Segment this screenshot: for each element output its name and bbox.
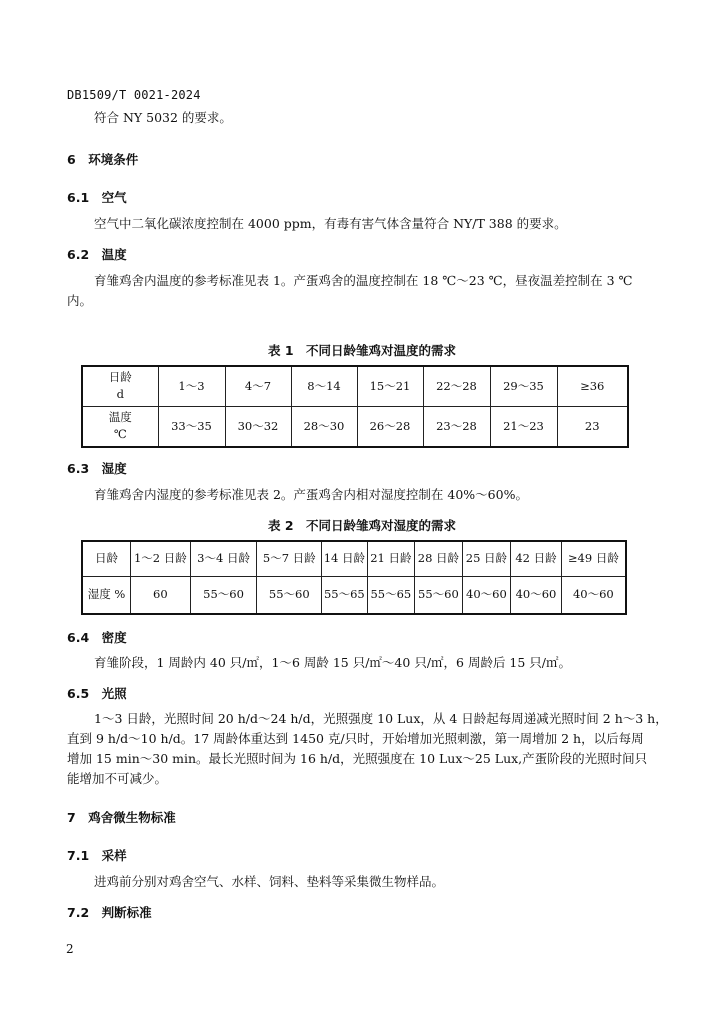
table-cell: 55～65 <box>367 576 415 614</box>
table-cell: 25 日龄 <box>462 541 511 576</box>
table-cell: 29～35 <box>490 366 557 406</box>
section-6-5-text-line4: 能增加不可减少。 <box>67 771 168 786</box>
row-header-unit: d <box>116 387 124 402</box>
row-header-label: 日龄 <box>108 370 132 385</box>
section-6-4-heading: 6.4 密度 <box>67 630 127 645</box>
section-6-5-text-line2: 直到 9 h/d～10 h/d。17 周龄体重达到 1450 克/只时，开始增加光照刺激，第一周增加 2 h，以后每周 <box>67 731 644 746</box>
table-2 <box>81 540 627 615</box>
table-1-caption: 表 1 不同日龄雏鸡对温度的需求 <box>267 343 457 358</box>
section-7-1-heading: 7.1 采样 <box>67 848 127 863</box>
section-6-1-heading: 6.1 空气 <box>67 190 127 205</box>
table-cell: 21 日龄 <box>367 541 415 576</box>
section-6-3-text: 育雏鸡舍内湿度的参考标准见表 2。产蛋鸡舍内相对湿度控制在 40%～60%。 <box>94 487 528 502</box>
table-cell: 40～60 <box>561 576 626 614</box>
table-cell: 26～28 <box>357 406 423 447</box>
standard-code-header: DB1509/T 0021-2024 <box>67 88 201 102</box>
table-cell: 8～14 <box>291 366 357 406</box>
section-6-1-text: 空气中二氧化碳浓度控制在 4000 ppm，有毒有害气体含量符合 NY/T 388 的要求。 <box>94 216 567 231</box>
section-6-3-heading: 6.3 湿度 <box>67 461 127 476</box>
table-cell: 40～60 <box>511 576 562 614</box>
row-header-unit: ℃ <box>113 427 127 442</box>
table-cell: 23～28 <box>423 406 490 447</box>
section-6-5-text-line1: 1～3 日龄，光照时间 20 h/d～24 h/d，光照强度 10 Lux，从 4 日龄起每周递减光照时间 2 h～3 h， <box>94 711 668 726</box>
table-cell: 23 <box>557 406 628 447</box>
table-2-row-header: 日龄 <box>82 541 131 576</box>
table-cell: 30～32 <box>225 406 291 447</box>
section-6-2-text-line1: 育雏鸡舍内温度的参考标准见表 1。产蛋鸡舍的温度控制在 18 ℃～23 ℃，昼夜温差控制在 3 ℃ <box>94 273 633 288</box>
section-7-1-text: 进鸡前分别对鸡舍空气、水样、饲料、垫料等采集微生物样品。 <box>94 874 445 889</box>
section-6-2-text-line2: 内。 <box>67 293 93 308</box>
table-cell: 28～30 <box>291 406 357 447</box>
table-cell: 33～35 <box>158 406 225 447</box>
table-cell: 3～4 日龄 <box>190 541 257 576</box>
section-7-2-heading: 7.2 判断标准 <box>67 905 152 920</box>
table-cell: 42 日龄 <box>511 541 562 576</box>
table-cell: 60 <box>131 576 191 614</box>
table-1 <box>81 365 629 448</box>
page-number: 2 <box>66 942 74 956</box>
table-cell: 40～60 <box>462 576 511 614</box>
section-6-2-heading: 6.2 温度 <box>67 247 127 262</box>
table-cell: 55～65 <box>322 576 368 614</box>
table-2-row-humidity <box>82 576 626 614</box>
section-6-4-text: 育雏阶段，1 周龄内 40 只/㎡，1～6 周龄 15 只/㎡～40 只/㎡，6 周龄后 15 只/㎡。 <box>94 655 572 670</box>
table-cell: 28 日龄 <box>415 541 463 576</box>
section-6-heading: 6 环境条件 <box>67 152 139 167</box>
intro-line: 符合 NY 5032 的要求。 <box>94 110 232 125</box>
table-cell: 55～60 <box>190 576 257 614</box>
table-cell: ≥49 日龄 <box>561 541 626 576</box>
table-cell: 55～60 <box>257 576 322 614</box>
table-2-row-header: 湿度 % <box>82 576 131 614</box>
section-6-5-text-line3: 增加 15 min～30 min。最长光照时间为 16 h/d，光照强度在 10 Lux～25 Lux,产蛋阶段的光照时间只 <box>67 751 648 766</box>
table-1-row-temperature <box>82 406 628 447</box>
table-cell: 15～21 <box>357 366 423 406</box>
row-header-label: 温度 <box>108 410 132 425</box>
table-cell: 1～2 日龄 <box>131 541 191 576</box>
section-7-heading: 7 鸡舍微生物标准 <box>67 810 176 825</box>
table-cell: 21～23 <box>490 406 557 447</box>
table-cell: ≥36 <box>557 366 628 406</box>
table-cell: 5～7 日龄 <box>257 541 322 576</box>
table-2-row-age <box>82 541 626 576</box>
table-1-row-age <box>82 366 628 406</box>
table-1-row-header <box>82 406 158 447</box>
table-2-caption: 表 2 不同日龄雏鸡对湿度的需求 <box>267 518 457 533</box>
table-cell: 14 日龄 <box>322 541 368 576</box>
section-6-5-heading: 6.5 光照 <box>67 686 127 701</box>
table-cell: 55～60 <box>415 576 463 614</box>
table-1-row-header <box>82 366 158 406</box>
table-cell: 1～3 <box>158 366 225 406</box>
table-cell: 4～7 <box>225 366 291 406</box>
table-cell: 22～28 <box>423 366 490 406</box>
